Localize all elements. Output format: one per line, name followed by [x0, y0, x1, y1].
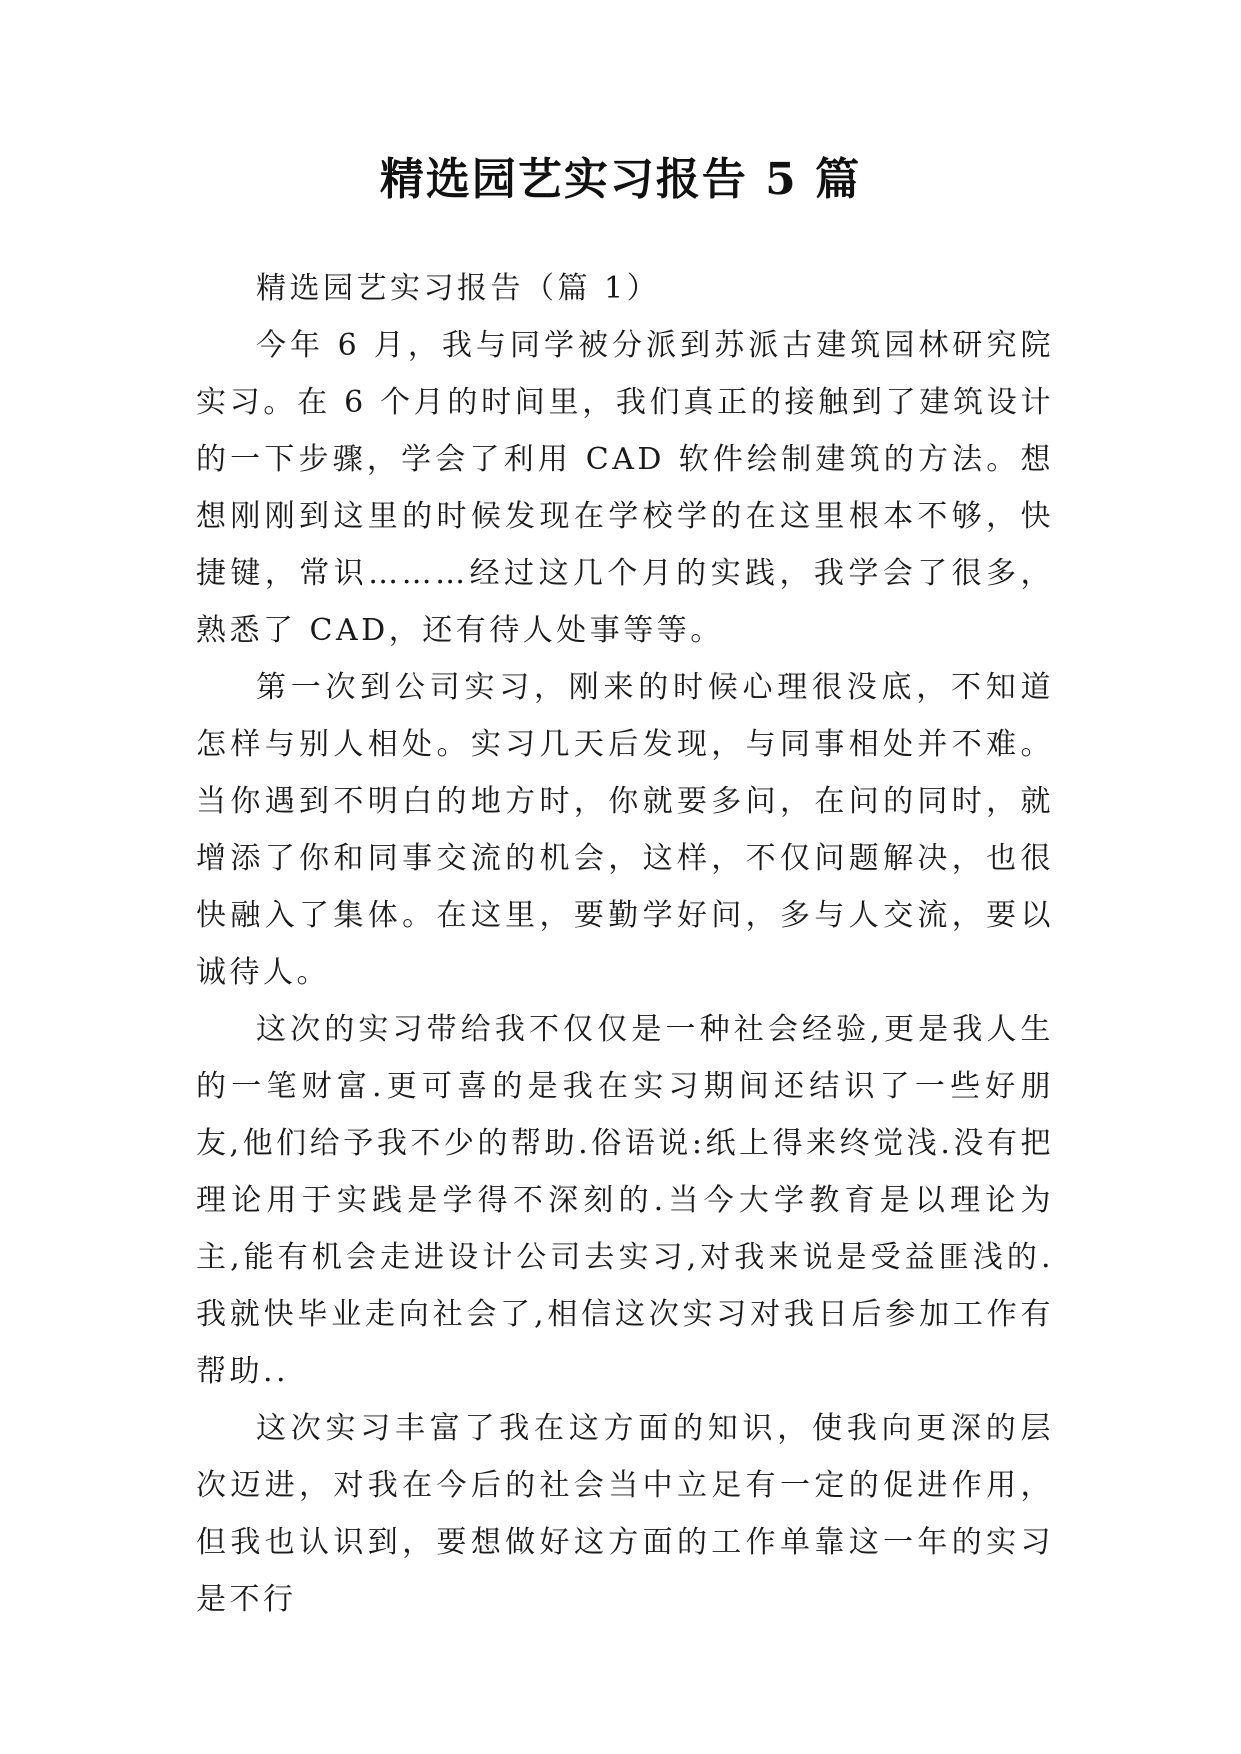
- document-title: 精选园艺实习报告 5 篇: [379, 154, 862, 205]
- paragraph: 第一次到公司实习，刚来的时候心理很没底，不知道怎样与别人相处。实习几天后发现，与同事相处并不难。当你遇到不明白的地方时，你就要多问，在问的同时，就增添了你和同事交流的机会，这样，不仅问题解决，也很快融入了集体。在这里，要勤学好问，多与人交流，要以诚待人。: [196, 670, 1054, 990]
- paragraph: 这次的实习带给我不仅仅是一种社会经验,更是我人生的一笔财富.更可喜的是我在实习期间还结识了一些好朋友,他们给予我不少的帮助.俗语说:纸上得来终觉浅.没有把理论用于实践是学得不深刻的.当今大学教育是以理论为主,能有机会走进设计公司去实习,对我来说是受益匪浅的.我就快毕业走向社会了,相信这次实习对我日后参加工作有帮助..: [196, 1012, 1054, 1389]
- section-heading: 精选园艺实习报告（篇 1）: [256, 271, 661, 306]
- paragraph: 今年 6 月，我与同学被分派到苏派古建筑园林研究院实习。在 6 个月的时间里，我们真正的接触到了建筑设计的一下步骤，学会了利用 CAD 软件绘制建筑的方法。想想刚刚到这里的时候发现在学校学的在这里根本不够，快捷键，常识………经过这几个月的实践，我学会了很多，熟悉了 CAD，还有待人处事等等。: [196, 328, 1054, 648]
- paragraph: 这次实习丰富了我在这方面的知识，使我向更深的层次迈进，对我在今后的社会当中立足有一定的促进作用，但我也认识到，要想做好这方面的工作单靠这一年的实习是不行: [196, 1411, 1054, 1617]
- document-body: [196, 260, 1054, 1628]
